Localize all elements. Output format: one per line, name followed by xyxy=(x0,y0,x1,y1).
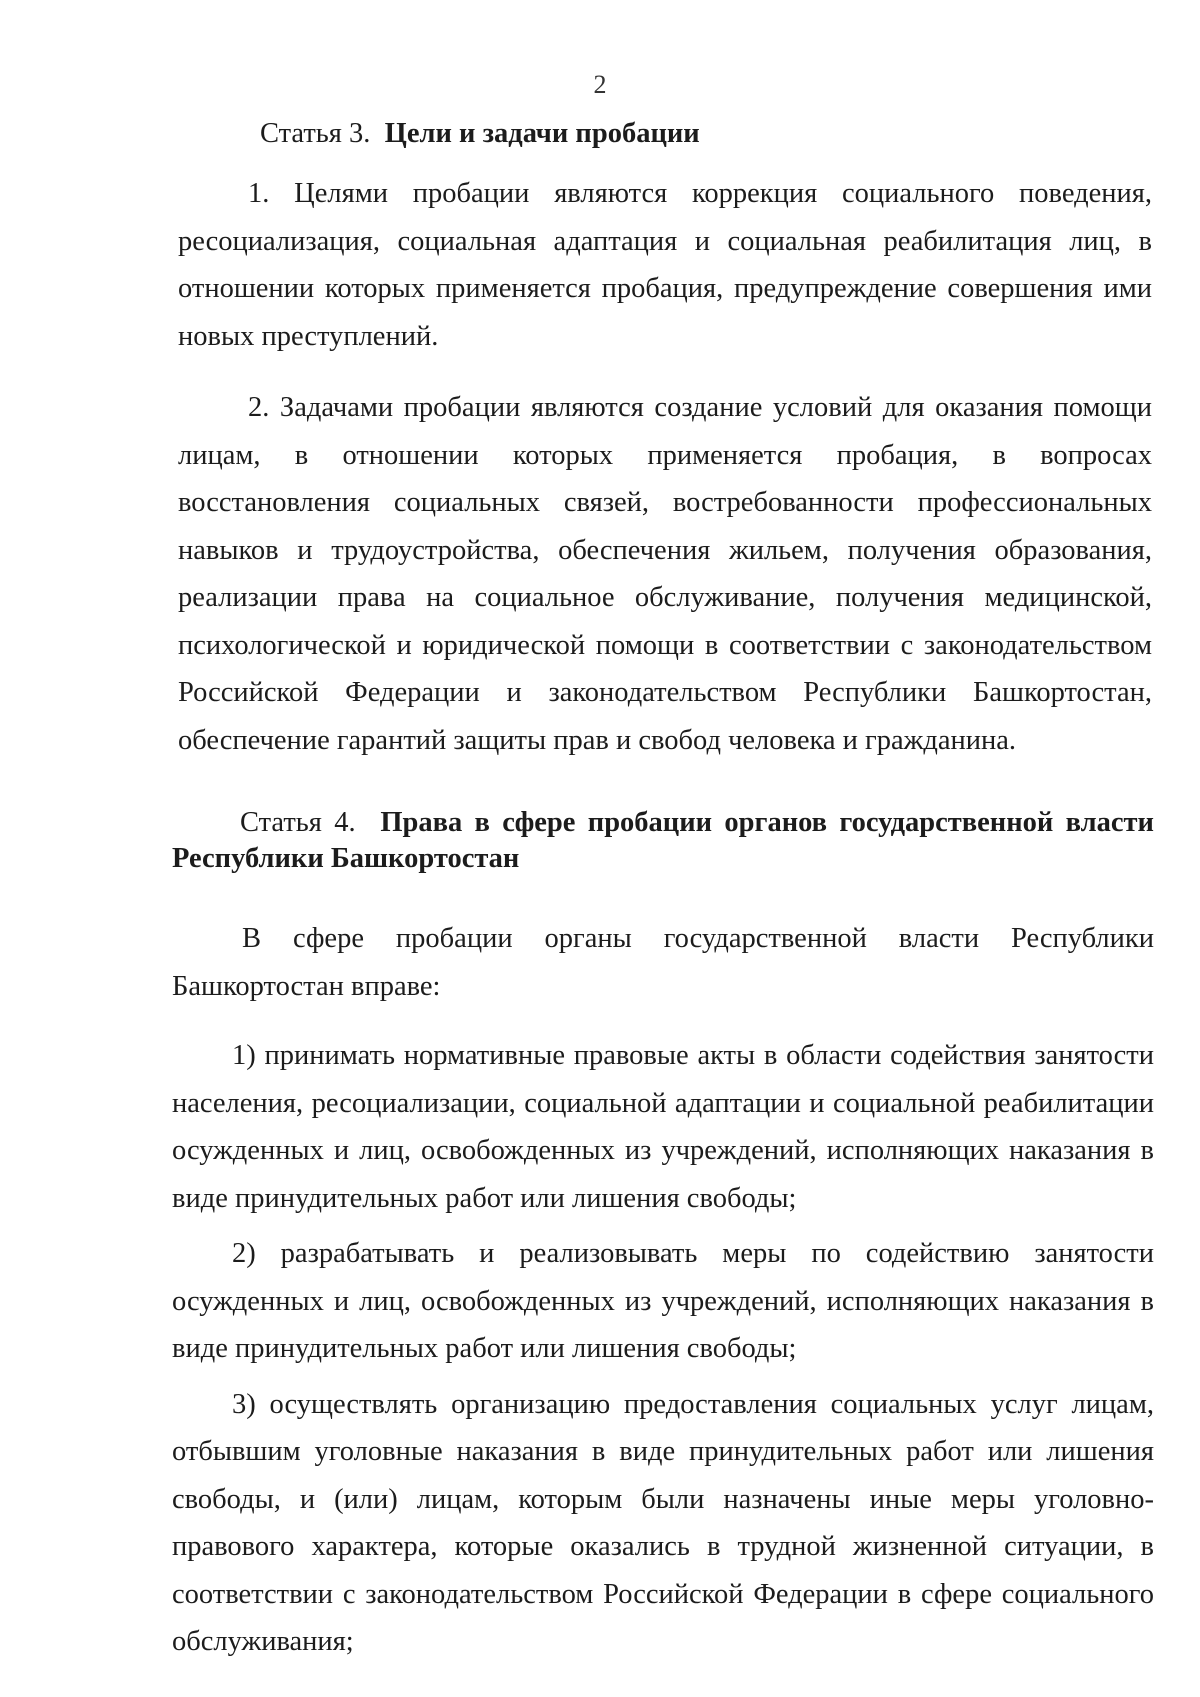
article-4-heading xyxy=(172,805,1154,877)
article-3-heading xyxy=(178,116,1152,152)
article-3-paragraph-1: 1. Целями пробации являются коррекция социального поведения, ресоциализация, социальная адаптация и социальная реабилитация лиц, в отношении которых применяется пробация, предупреждение совершения ими новых преступлений. xyxy=(178,178,1152,352)
article-4-intro: В сфере пробации органы государственной власти Республики Башкортостан вправе: xyxy=(172,923,1154,1002)
article-3 xyxy=(178,116,1152,764)
article-4-title: Права в сфере пробации органов государственной власти Республики Башкортостан xyxy=(172,807,1154,874)
page-number: 2 xyxy=(593,70,607,99)
article-4-label: Статья 4. xyxy=(240,807,356,838)
article-4 xyxy=(172,805,1154,1666)
article-3-paragraph-2: 2. Задачами пробации являются создание условий для оказания помощи лицам, в отношении которых применяется пробация, в вопросах восстановления социальных связей, востребованности профессиональных навыков и трудоустройства, обеспечения жильем, получения образования, реализации права на социальное обслуживание, получения медицинской, психологической и юридической помощи в соответствии с законодательством Российской Федерации и законодательством Республики Башкортостан, обеспечение гарантий защиты прав и свобод человека и гражданина. xyxy=(178,392,1152,756)
article-3-title: Цели и задачи пробации xyxy=(384,118,700,149)
article-4-item-2: 2) разрабатывать и реализовывать меры по содействию занятости осужденных и лиц, освобожденных из учреждений, исполняющих наказания в виде принудительных работ или лишения свободы; xyxy=(172,1238,1154,1364)
article-4-item-3: 3) осуществлять организацию предоставления социальных услуг лицам, отбывшим уголовные наказания в виде принудительных работ или лишения свободы, и (или) лицам, которым были назначены иные меры уголовно-правового характера, которые оказались в трудной жизненной ситуации, в соответствии с законодательством Российской Федерации в сфере социального обслуживания; xyxy=(172,1388,1154,1657)
article-3-label: Статья 3. xyxy=(260,118,371,149)
article-4-item-1: 1) принимать нормативные правовые акты в области содействия занятости населения, ресоциализации, социальной адаптации и социальной реабилитации осужденных и лиц, освобожденных из учреждений, исполняющих наказания в виде принудительных работ или лишения свободы; xyxy=(172,1040,1154,1214)
